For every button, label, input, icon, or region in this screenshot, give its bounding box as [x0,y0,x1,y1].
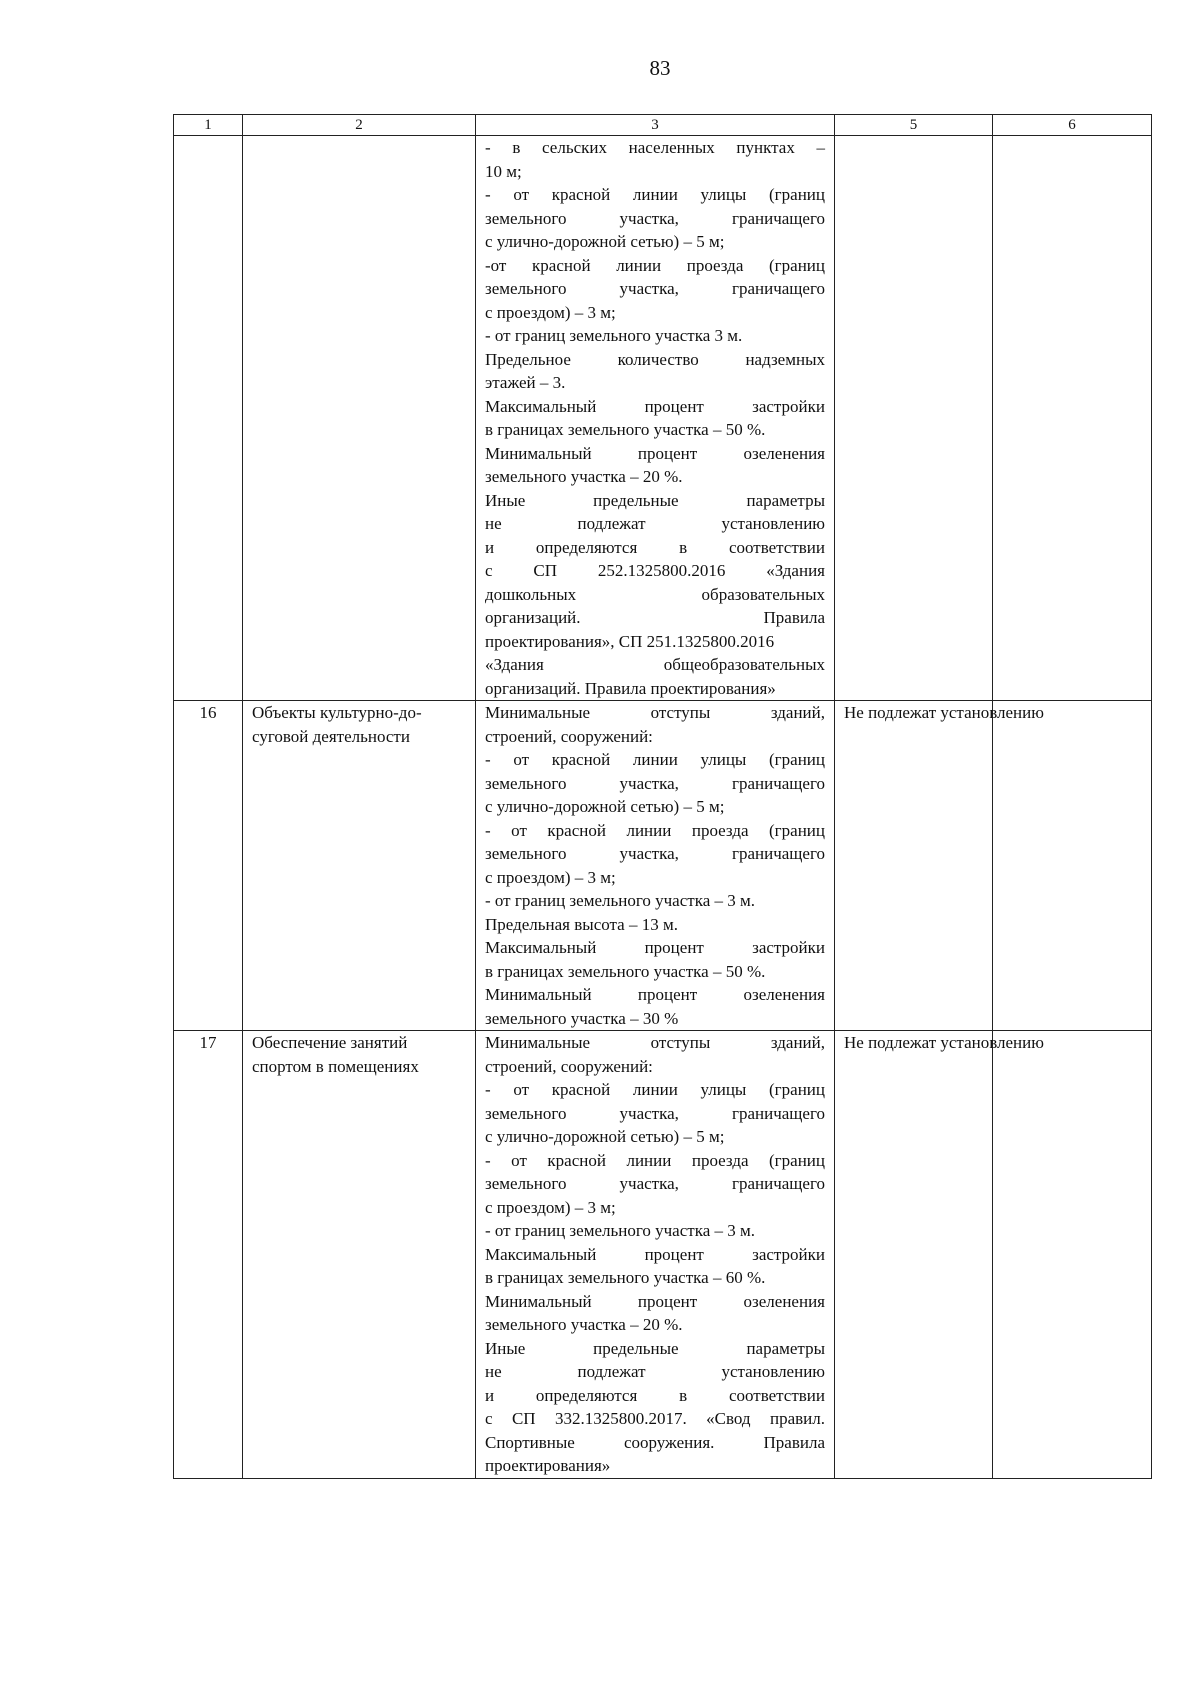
header-col-1: 1 [174,115,243,136]
use-name-line: суговой деятельности [252,726,410,746]
parameter-line: проектирования», СП 251.1325800.2016 [485,631,775,651]
header-col-2: 2 [243,115,476,136]
page-number: 83 [649,56,671,80]
parameters-cell [476,701,835,1031]
use-name-cell [243,136,476,701]
parameter-line: земельного участка, граничащего [485,844,825,863]
parameter-line: в границах земельного участка – 60 %. [485,1268,766,1287]
parameter-line: Иные предельные параметры [485,490,825,510]
parameter-line: строений, сооружений: [485,726,653,746]
parameter-line: Спортивные сооружения. Правила [485,1432,825,1452]
parameter-line: Минимальные отступы зданий, [485,703,825,722]
parameter-line: Предельная высота – 13 м. [485,914,678,934]
parameter-line: проектирования» [485,1456,611,1475]
use-name-cell [243,1031,476,1479]
row-number [174,136,243,701]
parameter-line: Предельное количество надземных [485,349,825,369]
parameter-line: в границах земельного участка – 50 %. [485,420,766,439]
use-name-line: Объекты культурно-до- [252,703,422,722]
col5-cell [835,136,993,701]
parameter-line: Минимальный процент озеленения [485,443,825,463]
parameter-line: земельного участка, граничащего [485,773,825,793]
parameter-line: земельного участка, граничащего [485,279,825,298]
parameter-line: - от красной линии проезда (границ [485,820,825,840]
parameter-line: - от границ земельного участка – 3 м. [485,891,755,910]
table-row [174,136,1152,701]
parameter-line: - от красной линии улицы (границ [485,750,825,769]
parameter-line: с СП 252.1325800.2016 «Здания [485,561,825,580]
parameters-cell [476,136,835,701]
parameter-line: 10 м; [485,161,522,181]
parameter-line: дошкольных образовательных [485,584,825,604]
parameter-line: - в сельских населенных пунктах – [485,138,825,157]
use-name-line: Обеспечение занятий [252,1033,408,1052]
parameter-line: Иные предельные параметры [485,1338,825,1358]
parameter-line: земельного участка – 30 % [485,1008,679,1028]
parameter-line: строений, сооружений: [485,1056,653,1076]
header-col-6: 6 [993,115,1152,136]
col6-cell [993,1031,1152,1479]
parameter-line: земельного участка, граничащего [485,1103,825,1123]
col5-cell: Не подлежат установлению [835,701,993,1031]
parameter-line: с улично-дорожной сетью) – 5 м; [485,797,725,816]
parameter-line: организаций. Правила проектирования» [485,678,776,698]
table-row [174,1031,1152,1479]
parameter-line: и определяются в соответствии [485,1385,825,1405]
header-col-5: 5 [835,115,993,136]
col5-cell: Не подлежат установлению [835,1031,993,1479]
parameter-line: и определяются в соответствии [485,537,825,557]
parameter-line: с проездом) – 3 м; [485,867,616,887]
parameter-line: этажей – 3. [485,373,566,392]
parameter-line: Максимальный процент застройки [485,1244,825,1264]
parameter-line: Максимальный процент застройки [485,396,825,416]
parameter-line: Минимальный процент озеленения [485,1291,825,1311]
parameter-line: с проездом) – 3 м; [485,1197,616,1217]
parameters-cell [476,1031,835,1479]
row-number: 17 [174,1031,243,1479]
parameter-line: Максимальный процент застройки [485,938,825,957]
parameter-line: не подлежат установлению [485,514,825,533]
use-name-cell [243,701,476,1031]
parameter-line: земельного участка – 20 %. [485,1315,683,1334]
parameter-line: «Здания общеобразовательных [485,655,825,674]
parameter-line: Минимальные отступы зданий, [485,1033,825,1052]
parameter-line: - от красной линии проезда (границ [485,1150,825,1170]
parameter-line: - от красной линии улицы (границ [485,185,825,204]
parameter-line: с улично-дорожной сетью) – 5 м; [485,232,725,251]
parameter-line: в границах земельного участка – 50 %. [485,961,766,981]
col6-cell [993,701,1152,1031]
parameter-line: с улично-дорожной сетью) – 5 м; [485,1127,725,1146]
parameter-line: - от границ земельного участка – 3 м. [485,1221,755,1240]
parameter-line: земельного участка – 20 %. [485,467,683,486]
parameter-line: - от красной линии улицы (границ [485,1080,825,1099]
parameter-line: с проездом) – 3 м; [485,302,616,322]
table-header-row [174,115,1152,136]
regulations-table [173,114,1152,1479]
parameter-line: -от красной линии проезда (границ [485,255,825,275]
use-name-line: спортом в помещениях [252,1056,419,1076]
parameter-line: земельного участка, граничащего [485,1174,825,1193]
parameter-line: - от границ земельного участка 3 м. [485,326,743,345]
parameter-line: Минимальный процент озеленения [485,985,825,1004]
parameter-line: земельного участка, граничащего [485,208,825,228]
table-row [174,701,1152,1031]
parameter-line: с СП 332.1325800.2017. «Свод правил. [485,1409,825,1428]
col6-cell [993,136,1152,701]
row-number: 16 [174,701,243,1031]
header-col-3: 3 [476,115,835,136]
parameter-line: не подлежат установлению [485,1362,825,1381]
parameter-line: организаций. Правила [485,608,825,627]
